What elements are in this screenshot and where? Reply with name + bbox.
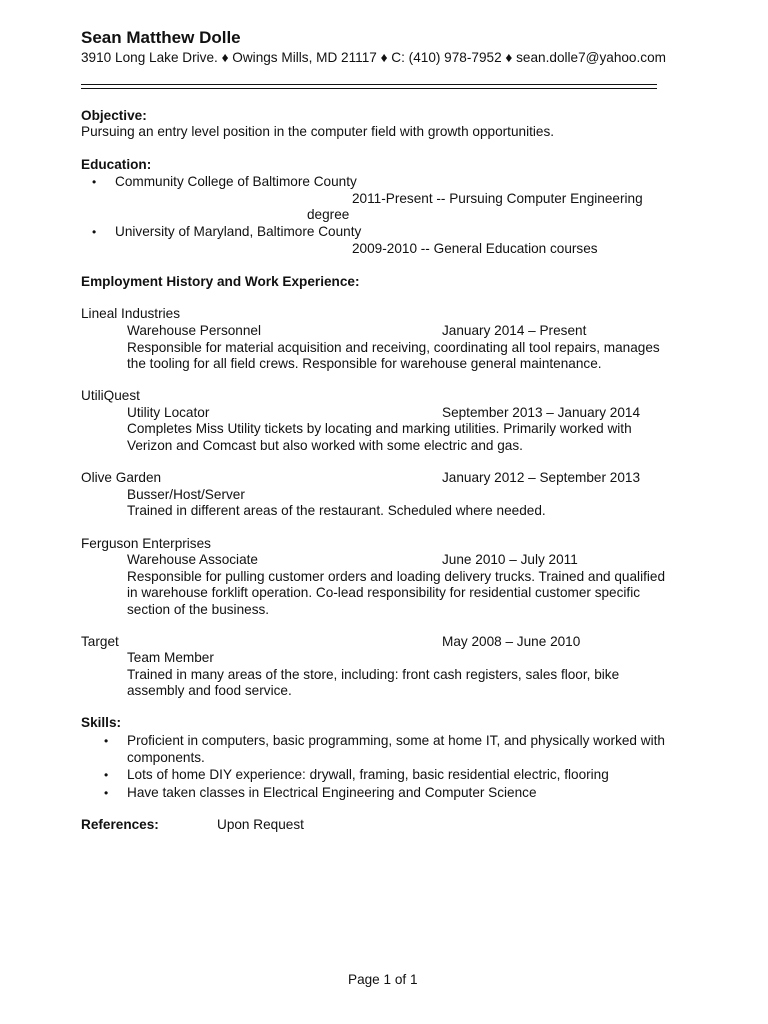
job-company: Ferguson Enterprises	[81, 536, 211, 551]
bullet-icon: •	[92, 225, 97, 239]
bullet-icon: •	[104, 786, 109, 800]
job-dates: January 2014 – Present	[442, 323, 587, 338]
education-detail: 2009-2010 -- General Education courses	[352, 241, 598, 256]
job-description-line: Trained in many areas of the store, including: front cash registers, sales floor, bike	[127, 667, 620, 682]
job-description-line: assembly and food service.	[127, 683, 292, 698]
education-school: Community College of Baltimore County	[115, 174, 357, 189]
education-detail: 2011-Present -- Pursuing Computer Engineering	[352, 191, 643, 206]
job-dates: September 2013 – January 2014	[442, 405, 641, 420]
job-company: Target	[81, 634, 119, 649]
bullet-icon: •	[92, 175, 97, 189]
header-rule-top	[81, 84, 657, 85]
job-description-line: Responsible for pulling customer orders and loading delivery trucks. Trained and qualified	[127, 569, 666, 584]
contact-line: 3910 Long Lake Drive. ♦ Owings Mills, MD 21117 ♦ C: (410) 978-7952 ♦ sean.dolle7@yahoo.com	[81, 50, 666, 65]
job-description-line: in warehouse forklift operation. Co-lead responsibility for residential customer specific	[127, 585, 641, 600]
job-company: UtiliQuest	[81, 388, 140, 403]
skill-item: Proficient in computers, basic programming, some at home IT, and physically worked with	[127, 733, 665, 748]
job-dates: January 2012 – September 2013	[442, 470, 641, 485]
page-number: Page 1 of 1	[348, 972, 418, 987]
job-company: Olive Garden	[81, 470, 162, 485]
candidate-name: Sean Matthew Dolle	[81, 28, 241, 47]
skill-item: Have taken classes in Electrical Engineering and Computer Science	[127, 785, 537, 800]
job-description-line: Verizon and Comcast but also worked with some electric and gas.	[127, 438, 523, 453]
bullet-icon: •	[104, 734, 109, 748]
bullet-icon: •	[104, 768, 109, 782]
employment-heading: Employment History and Work Experience:	[81, 274, 360, 289]
skill-item-cont: components.	[127, 750, 205, 765]
job-description-line: Completes Miss Utility tickets by locating and marking utilities. Primarily worked with	[127, 421, 632, 436]
job-description-line: Responsible for material acquisition and receiving, coordinating all tool repairs, manages	[127, 340, 660, 355]
skills-heading: Skills:	[81, 715, 122, 730]
job-dates: May 2008 – June 2010	[442, 634, 581, 649]
job-title: Warehouse Associate	[127, 552, 258, 567]
job-title: Warehouse Personnel	[127, 323, 261, 338]
education-heading: Education:	[81, 157, 152, 172]
education-school: University of Maryland, Baltimore County	[115, 224, 362, 239]
references-heading: References:	[81, 817, 159, 832]
job-dates: June 2010 – July 2011	[442, 552, 578, 567]
job-title: Busser/Host/Server	[127, 487, 245, 502]
references-value: Upon Request	[217, 817, 304, 832]
header-rule-bottom	[81, 88, 657, 89]
job-description-line: section of the business.	[127, 602, 270, 617]
job-title: Team Member	[127, 650, 214, 665]
job-company: Lineal Industries	[81, 306, 180, 321]
objective-text: Pursuing an entry level position in the computer field with growth opportunities.	[81, 124, 555, 139]
skill-item: Lots of home DIY experience: drywall, framing, basic residential electric, flooring	[127, 767, 609, 782]
job-title: Utility Locator	[127, 405, 210, 420]
objective-heading: Objective:	[81, 108, 147, 123]
education-detail-cont: degree	[307, 207, 350, 222]
job-description-line: Trained in different areas of the restaurant. Scheduled where needed.	[127, 503, 546, 518]
job-description-line: the tooling for all field crews. Responsible for warehouse general maintenance.	[127, 356, 602, 371]
